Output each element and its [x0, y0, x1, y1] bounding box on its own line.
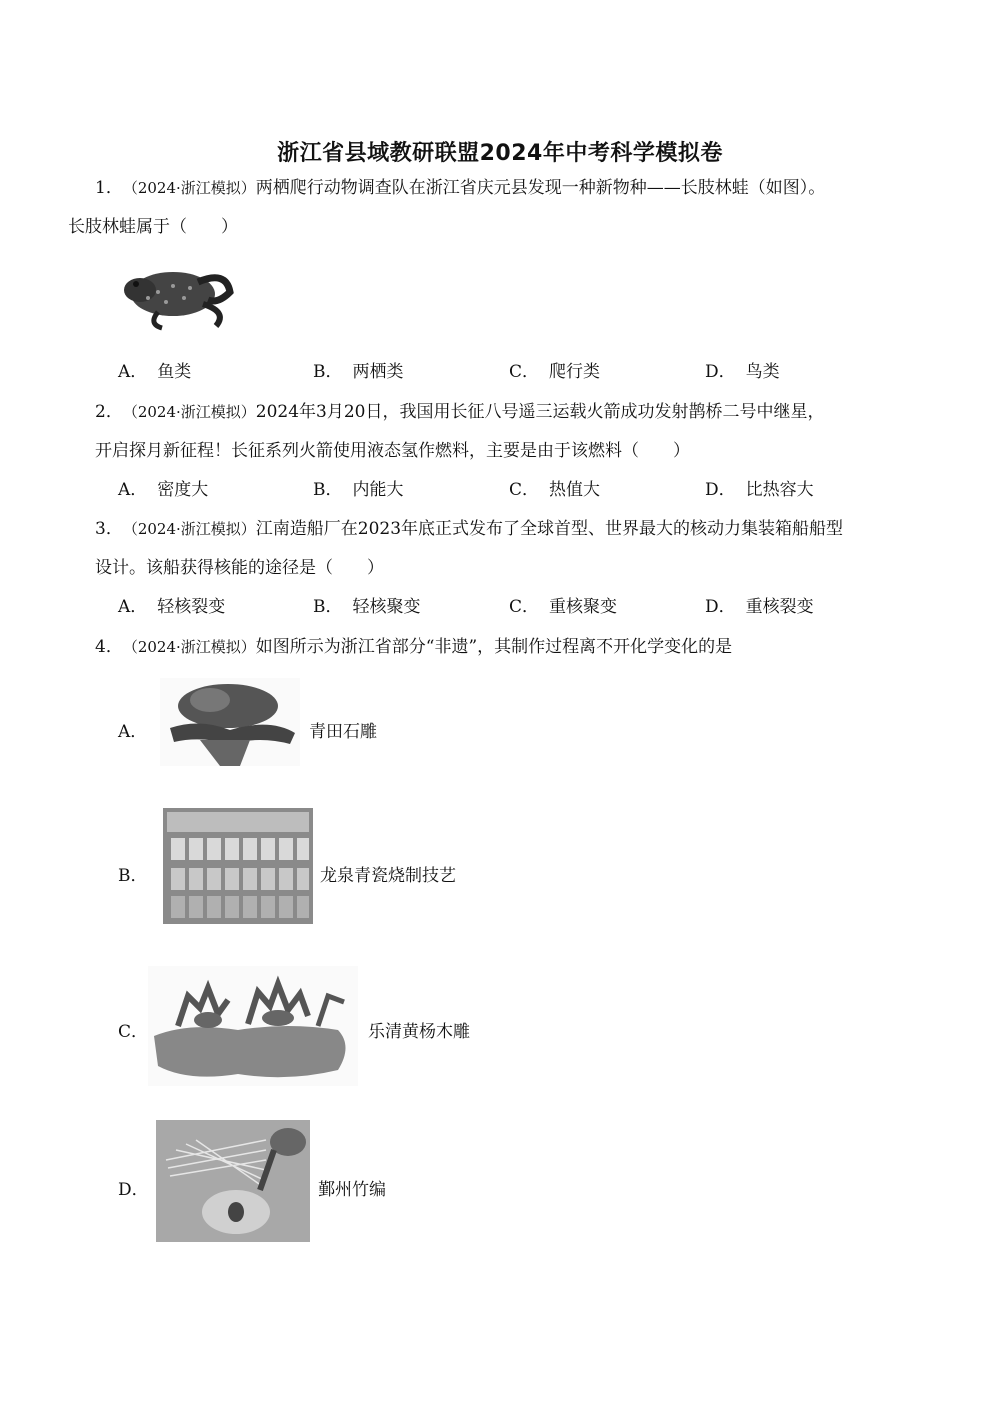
celadon-kiln-image — [163, 808, 313, 924]
option-1c[interactable]: C． 爬行类 — [509, 362, 601, 382]
option-4d-label[interactable]: D． — [118, 1180, 149, 1200]
stone-carving-image — [160, 678, 300, 766]
question-4-line-1 — [95, 636, 925, 658]
question-source: （2024·浙江模拟） — [122, 638, 256, 656]
option-4c-label[interactable]: C． — [118, 1022, 149, 1042]
question-source: （2024·浙江模拟） — [122, 403, 256, 421]
option-2a[interactable]: A． 密度大 — [118, 480, 209, 500]
option-4b-text: 龙泉青瓷烧制技艺 — [320, 866, 456, 886]
question-text: 2024年3月20日，我国用长征八号遥三运载火箭成功发射鹊桥二号中继星， — [255, 402, 825, 422]
option-1d[interactable]: D． 鸟类 — [705, 362, 780, 382]
boxwood-carving-image — [148, 966, 358, 1086]
frog-image — [118, 252, 238, 332]
question-source: （2024·浙江模拟） — [122, 520, 256, 538]
question-3-line-1 — [95, 518, 925, 540]
question-number: 2． — [95, 402, 123, 422]
option-2d[interactable]: D． 比热容大 — [705, 480, 814, 500]
question-number: 3． — [95, 519, 123, 539]
option-4a-label[interactable]: A． — [118, 722, 148, 742]
question-1-line-2: 长肢林蛙属于（ ） — [68, 217, 238, 237]
option-3a[interactable]: A． 轻核裂变 — [118, 597, 226, 617]
question-2-line-2: 开启探月新征程！长征系列火箭使用液态氢作燃料，主要是由于该燃料（ ） — [95, 441, 690, 461]
question-2-line-1 — [95, 401, 925, 423]
bamboo-weaving-image — [156, 1120, 310, 1242]
option-2b[interactable]: B． 内能大 — [313, 480, 404, 500]
option-3b[interactable]: B． 轻核聚变 — [313, 597, 421, 617]
option-1b[interactable]: B． 两栖类 — [313, 362, 404, 382]
option-4b-label[interactable]: B． — [118, 866, 148, 886]
option-2c[interactable]: C． 热值大 — [509, 480, 601, 500]
option-4a-text: 青田石雕 — [309, 722, 377, 742]
option-3d[interactable]: D． 重核裂变 — [705, 597, 814, 617]
question-text: 两栖爬行动物调查队在浙江省庆元县发现一种新物种——长肢林蛙（如图）。 — [255, 178, 826, 198]
question-text: 江南造船厂在2023年底正式发布了全球首型、世界最大的核动力集装箱船船型 — [255, 519, 844, 539]
option-4c-text: 乐清黄杨木雕 — [368, 1022, 470, 1042]
question-text: 如图所示为浙江省部分“非遗”，其制作过程离不开化学变化的是 — [255, 637, 733, 657]
question-number: 1． — [95, 178, 123, 198]
question-3-line-2: 设计。该船获得核能的途径是（ ） — [95, 558, 384, 578]
option-4d-text: 鄞州竹编 — [318, 1180, 386, 1200]
page-title: 浙江省县域教研联盟2024年中考科学模拟卷 — [277, 141, 723, 166]
question-number: 4． — [95, 637, 123, 657]
option-1a[interactable]: A． 鱼类 — [118, 362, 192, 382]
option-3c[interactable]: C． 重核聚变 — [509, 597, 618, 617]
question-source: （2024·浙江模拟） — [122, 179, 256, 197]
question-1-line-1 — [95, 177, 925, 199]
